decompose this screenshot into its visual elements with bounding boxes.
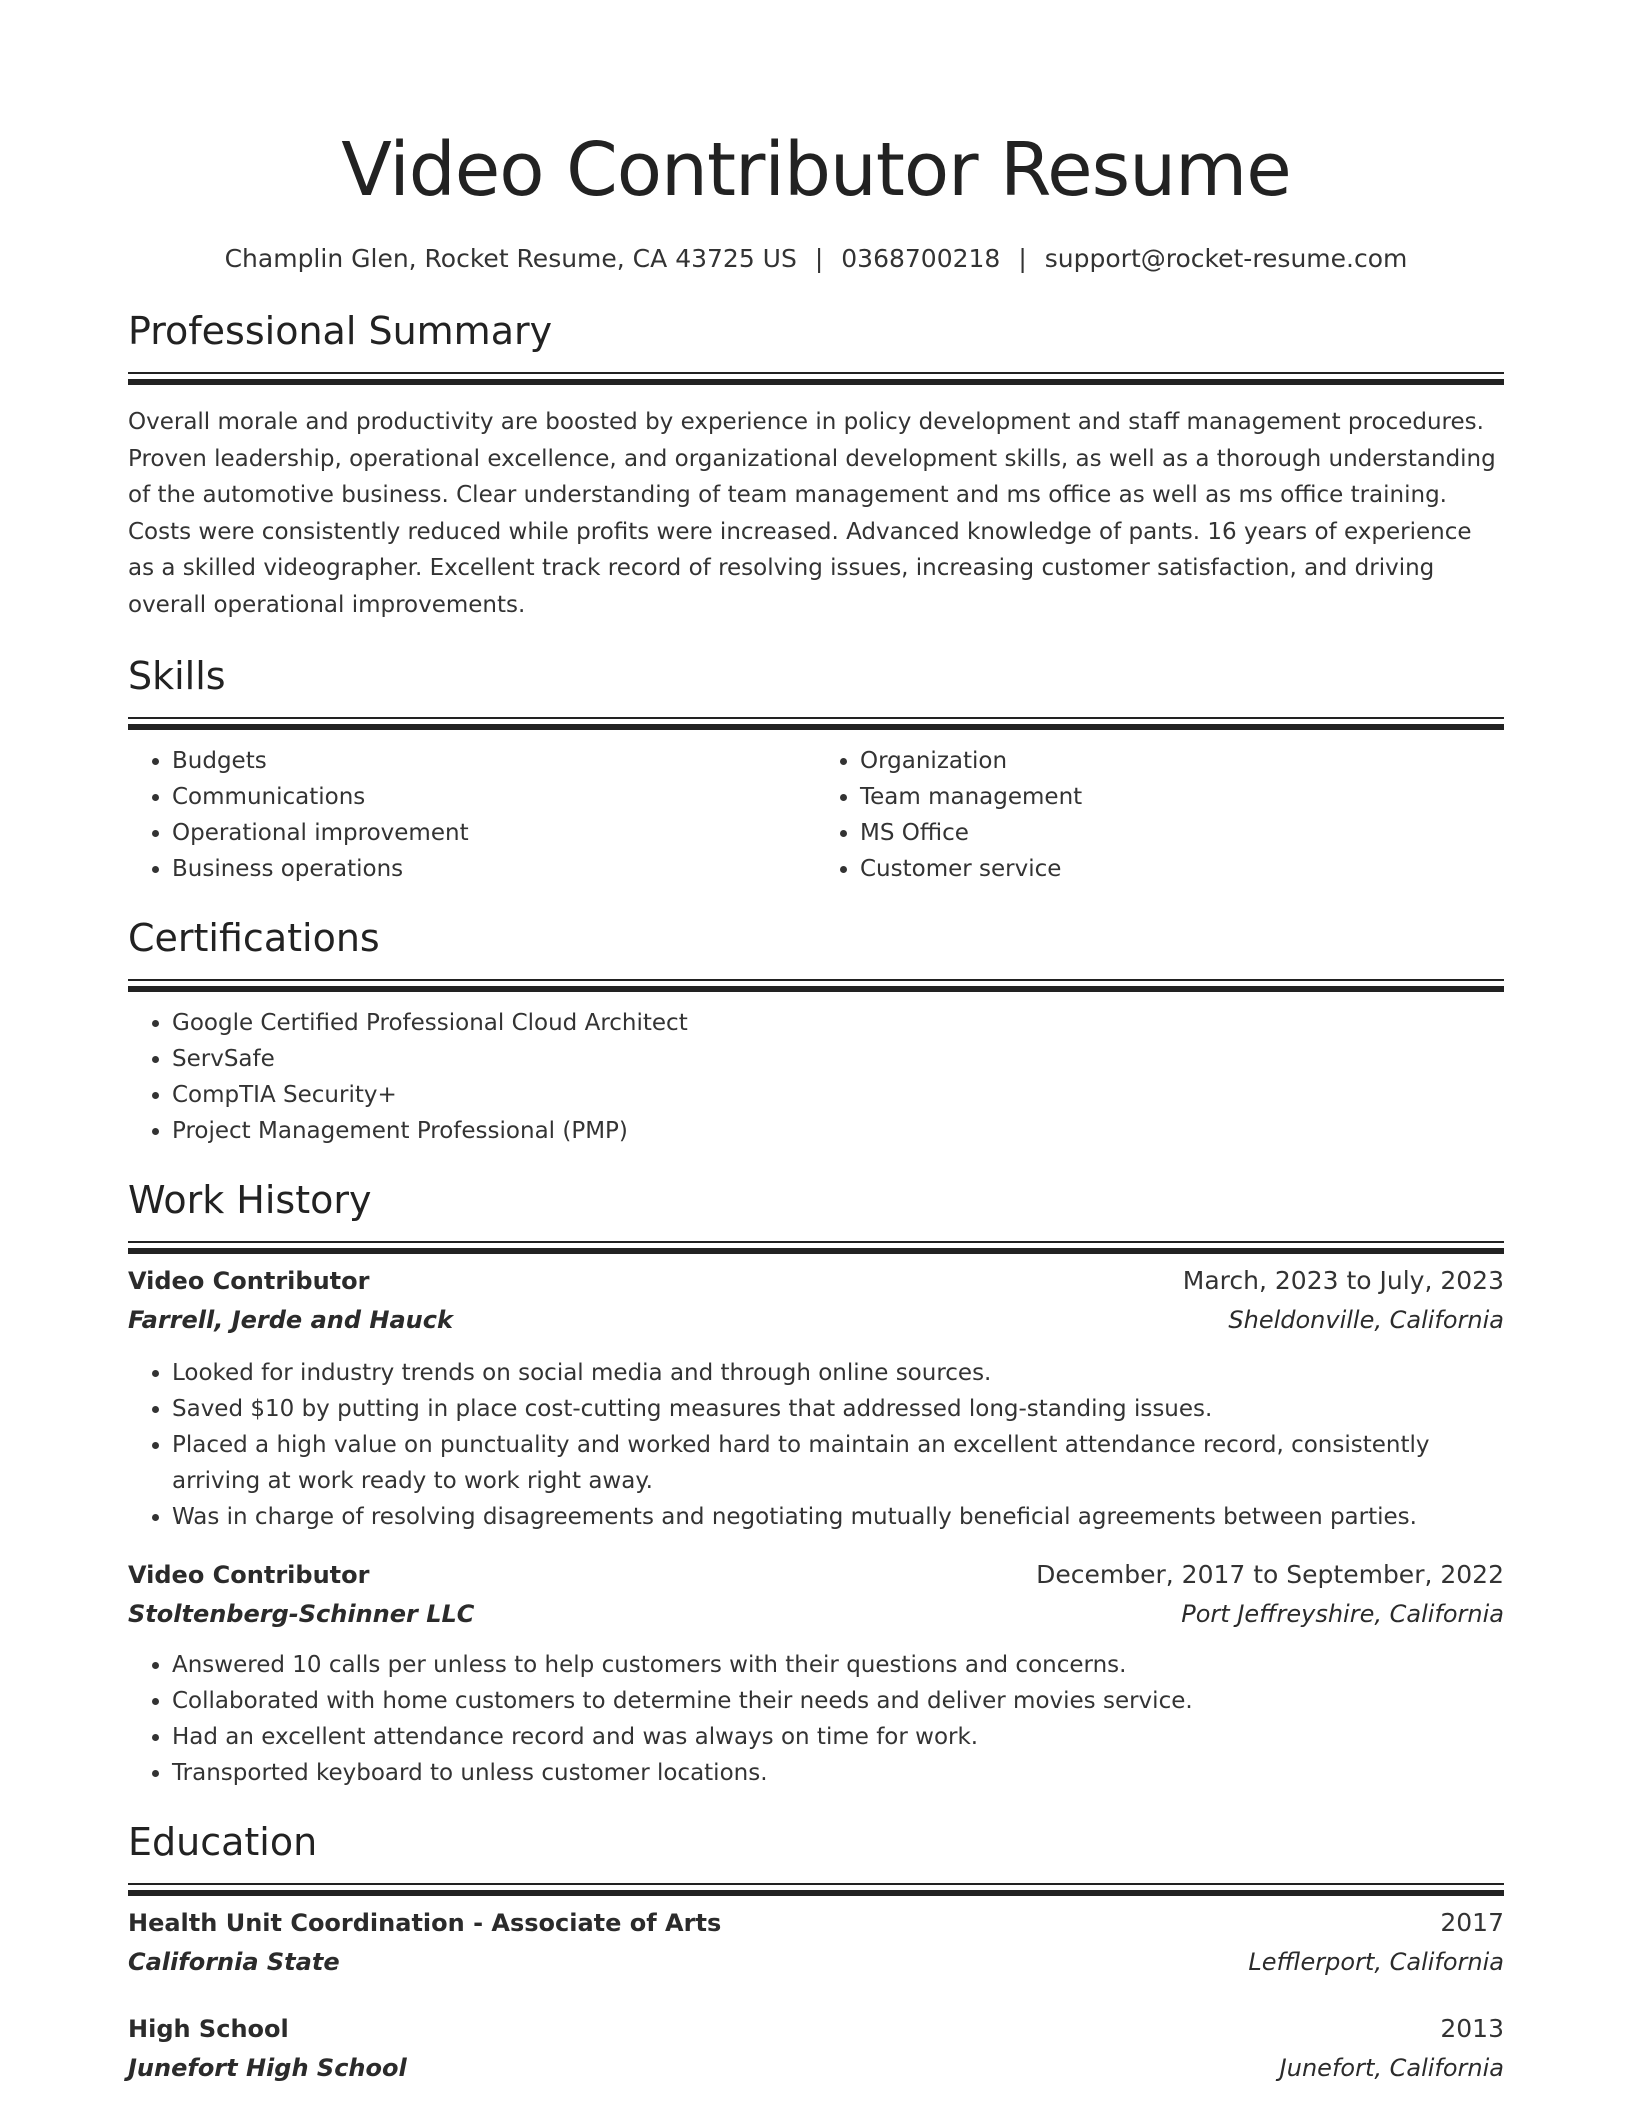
section-divider [128, 717, 1504, 719]
education-school: California State [128, 1948, 340, 1976]
contact-separator: | [1018, 244, 1027, 273]
section-divider [128, 979, 1504, 981]
work-history-section [128, 1175, 1504, 1791]
certifications-section [128, 913, 1504, 1149]
section-heading-education: Education [128, 1820, 318, 1864]
job-bullet: • Answered 10 calls per unless to help customers with their questions and concerns. [172, 1647, 1504, 1683]
job-entry [128, 1261, 1504, 1535]
skill-item: • Budgets [172, 743, 816, 779]
job-dates: March, 2023 to July, 2023 [1182, 1266, 1504, 1295]
job-bullet: • Collaborated with home customers to determine their needs and deliver movies service. [172, 1683, 1504, 1719]
education-entry [128, 1903, 1504, 1981]
certification-item: • Google Certified Professional Cloud Architect [172, 1005, 1504, 1041]
education-header-row [128, 2009, 1504, 2049]
education-school: Junefort High School [128, 2054, 407, 2082]
skill-item: • Operational improvement [172, 815, 816, 851]
education-school-row [128, 1943, 1504, 1981]
job-company: Stoltenberg-Schinner LLC [128, 1600, 475, 1628]
job-bullet: • Saved $10 by putting in place cost-cutting measures that addressed long-standing issues. [172, 1391, 1504, 1427]
skills-section [128, 651, 1504, 887]
contact-address: Champlin Glen, Rocket Resume, CA 43725 US [224, 244, 797, 273]
skill-item: • Communications [172, 779, 816, 815]
education-degree: Health Unit Coordination - Associate of Arts [128, 1909, 722, 1937]
contact-email: support@rocket-resume.com [1044, 244, 1408, 273]
job-header-row [128, 1555, 1504, 1595]
contact-phone: 0368700218 [841, 244, 1001, 273]
skill-item: • Organization [860, 743, 1504, 779]
job-location: Port Jeffreyshire, California [1181, 1600, 1504, 1628]
section-heading-skills: Skills [128, 654, 226, 698]
job-bullets [128, 1355, 1504, 1535]
job-bullets [128, 1647, 1504, 1791]
section-divider [128, 1241, 1504, 1243]
job-bullet: • Had an excellent attendance record and was always on time for work. [172, 1719, 1504, 1755]
resume-page [128, 0, 1504, 2087]
education-year: 2017 [1440, 1908, 1504, 1937]
skill-item: • Team management [860, 779, 1504, 815]
job-company: Farrell, Jerde and Hauck [128, 1306, 453, 1334]
summary-text: Overall morale and productivity are boosted by experience in policy development and staff management procedures. Proven leadership, operational excellence, and organizational development skills, as well as a thorough understanding of the automotive business. Clear understanding of team management and ms office as well as ms office training. Costs were consistently reduced while profits were increased. Advanced knowledge of pants. 16 years of experience as a skilled videographer. Excellent track record of resolving issues, increasing customer satisfaction, and driving overall operational improvements. [128, 409, 1496, 618]
resume-title: Video Contributor Resume [341, 127, 1291, 213]
contact-line [128, 242, 1504, 276]
skills-list-right [816, 743, 1504, 887]
skill-item: • Customer service [860, 851, 1504, 887]
education-degree: High School [128, 2015, 289, 2043]
certification-item: • ServSafe [172, 1041, 1504, 1077]
contact-separator: | [814, 244, 824, 273]
job-bullet: • Placed a high value on punctuality and worked hard to maintain an excellent attendance record, consistently arriving at work ready to work right away. [172, 1427, 1504, 1499]
education-header-row [128, 1903, 1504, 1943]
job-title: Video Contributor [128, 1561, 370, 1589]
job-bullet: • Was in charge of resolving disagreements and negotiating mutually beneficial agreements between parties. [172, 1499, 1504, 1535]
skills-list-left [128, 743, 816, 887]
job-bullet: • Looked for industry trends on social media and through online sources. [172, 1355, 1504, 1391]
skills-grid [128, 743, 1504, 887]
certifications-list [128, 1005, 1504, 1149]
job-company-row [128, 1595, 1504, 1633]
section-heading-summary: Professional Summary [128, 309, 553, 353]
job-bullet: • Transported keyboard to unless customer locations. [172, 1755, 1504, 1791]
skill-item: • Business operations [172, 851, 816, 887]
education-entry [128, 2009, 1504, 2087]
education-location: Lefflerport, California [1248, 1948, 1504, 1976]
education-location: Junefort, California [1279, 2054, 1504, 2082]
job-title: Video Contributor [128, 1267, 370, 1295]
job-dates: December, 2017 to September, 2022 [1036, 1560, 1504, 1589]
education-year: 2013 [1440, 2014, 1504, 2043]
job-entry [128, 1555, 1504, 1791]
section-divider [128, 1883, 1504, 1885]
certification-item: • CompTIA Security+ [172, 1077, 1504, 1113]
section-divider [128, 372, 1504, 374]
job-location: Sheldonville, California [1228, 1306, 1504, 1334]
education-section [128, 1817, 1504, 2087]
job-header-row [128, 1261, 1504, 1301]
education-school-row [128, 2049, 1504, 2087]
section-heading-work-history: Work History [128, 1178, 372, 1222]
section-heading-certifications: Certifications [128, 916, 380, 960]
job-company-row [128, 1301, 1504, 1339]
certification-item: • Project Management Professional (PMP) [172, 1113, 1504, 1149]
skill-item: • MS Office [860, 815, 1504, 851]
summary-section [128, 306, 1504, 623]
